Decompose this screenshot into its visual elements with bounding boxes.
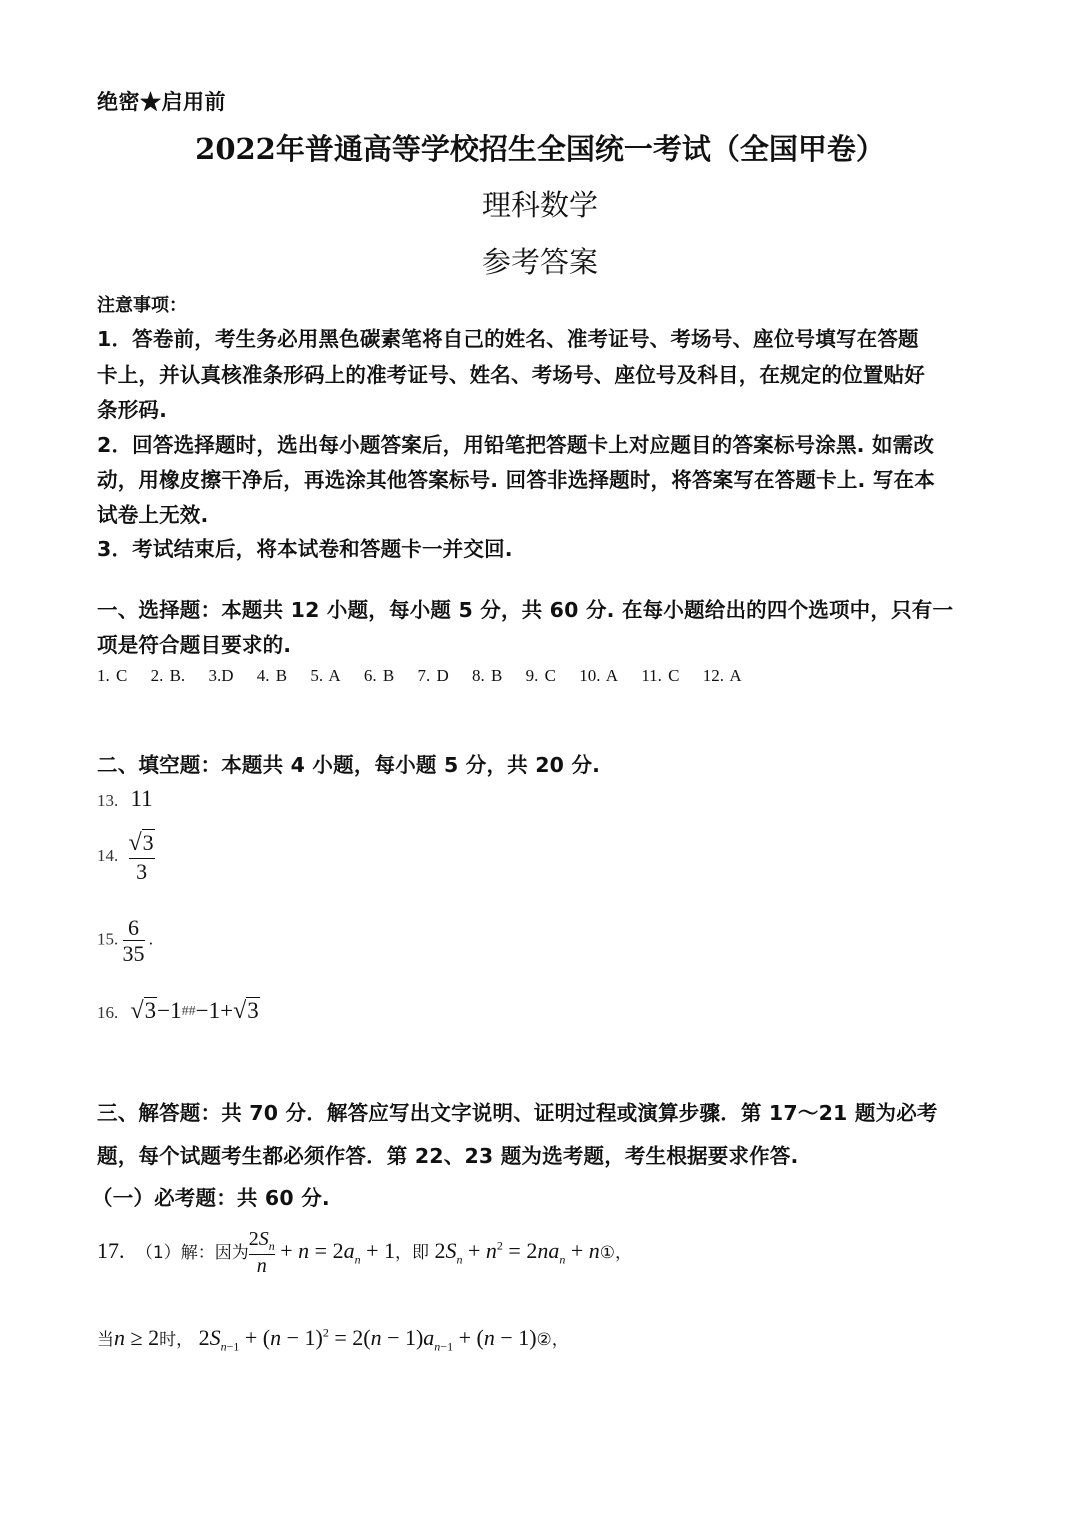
section1-heading-cont: 项是符合题目要求的.: [97, 633, 292, 657]
notice-line: 卡上，并认真核准条形码上的准考证号、姓名、考场号、座位号及科目，在规定的位置贴好: [97, 363, 925, 387]
notice-line: 动，用橡皮擦干净后，再选涂其他答案标号. 回答非选择题时，将答案写在答题卡上. 写在本: [97, 468, 935, 492]
q17-line1: 17. （1）解：因为 $\frac{2S_n}{n}$ + $n = 2a_n + 1$，即 $2S_n + n^2 = 2na_n$ + n①，: [97, 1228, 633, 1277]
exam-title: 2022年普通高等学校招生全国统一考试（全国甲卷）: [195, 132, 885, 166]
doc-type-title: 参考答案: [481, 245, 598, 279]
answer-item: 5. A: [310, 666, 341, 685]
q15-fraction: $\frac{6}{35}$: [122, 915, 145, 967]
q13-number: 13.: [97, 791, 119, 810]
section2-heading: 二、填空题：本题共 4 小题，每小题 5 分，共 20 分.: [97, 753, 601, 777]
q14-answer: [97, 830, 155, 884]
confidential-label: 绝密★启用前: [97, 89, 226, 114]
answer-item: 3.D: [208, 666, 234, 685]
choice-answers: [97, 666, 759, 686]
section3-subheading: （一）必考题：共 60 分.: [92, 1186, 330, 1210]
notice-title: 注意事项：: [97, 295, 187, 316]
notice-line: 条形码.: [97, 398, 168, 422]
sqrt-symbol: √3: [128, 830, 154, 856]
sqrt-symbol: √3: [130, 998, 157, 1024]
q15-answer: 15. $\frac{6}{35}$ .: [97, 915, 153, 967]
q14-number: 14.: [97, 845, 119, 865]
q16-number: 16.: [97, 1003, 119, 1022]
answer-item: 10. A: [579, 666, 619, 685]
q17-line2: 当n ≥ 2时， $2S_{n-1} + (n - 1)^2 = 2(n - 1)a_{n-1} + (n$ − 1)②，: [97, 1325, 569, 1354]
section3-heading-cont: 题，每个试题考生都必须作答．第 22、23 题为选考题，考生根据要求作答.: [97, 1144, 799, 1168]
answer-item: 7. D: [417, 666, 449, 685]
section3-heading: 三、解答题：共 70 分．解答应写出文字说明、证明过程或演算步骤．第 17～21 题为必考: [97, 1101, 938, 1125]
answer-item: 8. B: [472, 666, 503, 685]
answer-item: 4. B: [256, 666, 288, 685]
q16-answer: 16. √3−1##−1+√3: [97, 998, 259, 1024]
q13-value: 11: [130, 786, 153, 811]
q13-answer: [97, 786, 153, 812]
subject-title: 理科数学: [481, 188, 598, 222]
answer-item: 1. C: [97, 666, 128, 685]
answer-item: 9. C: [525, 666, 556, 685]
fraction-2Sn-over-n: $\frac{2S_n}{n}$: [248, 1228, 275, 1277]
notice-line: 3．考试结束后，将本试卷和答题卡一并交回.: [97, 537, 513, 561]
notice-line: 1．答卷前，考生务必用黑色碳素笔将自己的姓名、准考证号、考场号、座位号填写在答题: [97, 327, 919, 351]
answer-item: 12. A: [702, 666, 742, 685]
q14-denominator: 3: [136, 858, 148, 884]
notice-line: 试卷上无效.: [97, 503, 209, 527]
q14-fraction: [129, 830, 155, 884]
sqrt-symbol: √3: [233, 998, 259, 1024]
section1-heading: 一、选择题：本题共 12 小题，每小题 5 分，共 60 分. 在每小题给出的四个选项中，只有一: [97, 598, 954, 622]
answer-item: 2. B.: [150, 666, 186, 685]
answer-item: 6. B: [363, 666, 395, 685]
notice-line: 2．回答选择题时，选出每小题答案后，用铅笔把答题卡上对应题目的答案标号涂黑. 如需改: [97, 433, 935, 457]
q15-number: 15.: [97, 929, 119, 949]
answer-item: 11. C: [641, 666, 680, 685]
